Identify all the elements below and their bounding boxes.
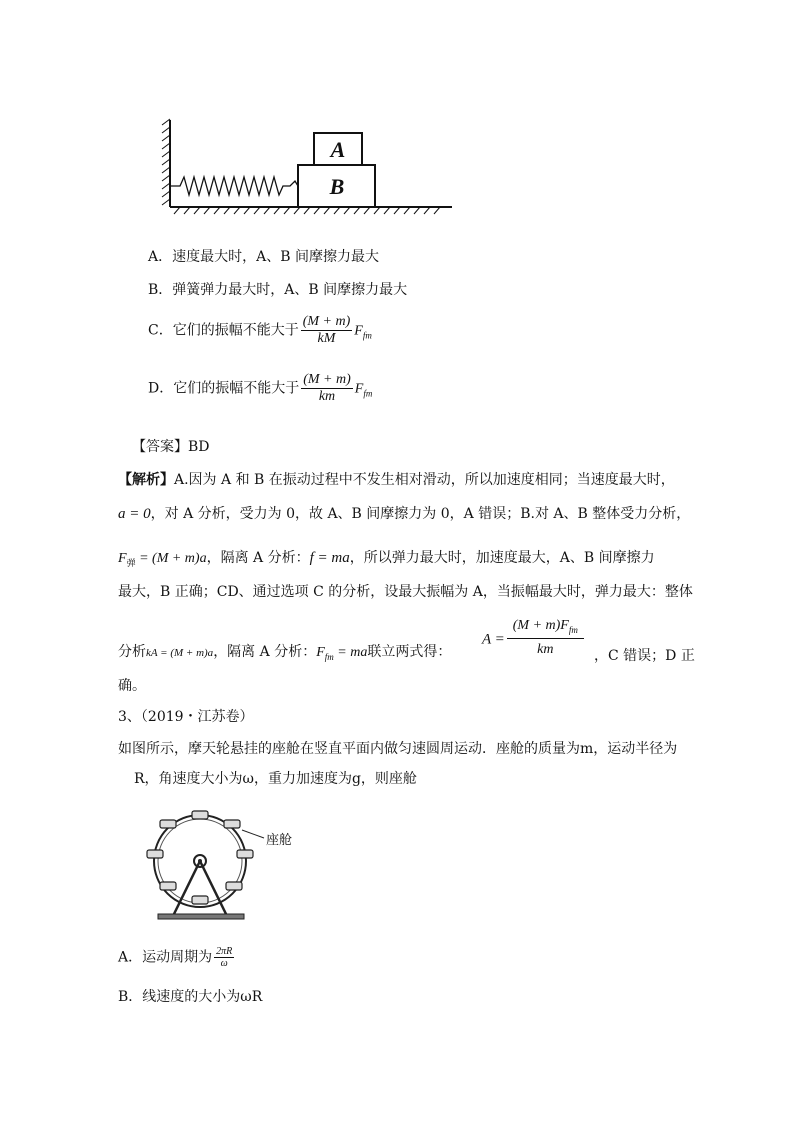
explanation-line-5: 分析kA = (M + m)a，隔离 A 分析：$F_{fm}$ = ma联立两式得：: [118, 644, 452, 662]
period-fraction: $\frac{2\pi R}{\omega}$: [216, 946, 233, 969]
block-b-label: B: [329, 174, 345, 199]
block-a-label: A: [330, 137, 346, 162]
base: [158, 914, 244, 919]
option-c-fraction: [301, 314, 353, 347]
answer-line: 【答案】BD: [132, 439, 210, 455]
q3-header: 3、（2019・江苏卷）: [118, 709, 254, 725]
explanation-line-6: 确。: [118, 678, 146, 694]
frac-denominator: km: [318, 389, 336, 404]
option-d-text: D．它们的振幅不能大于: [148, 380, 300, 397]
spring-block-figure: [150, 115, 460, 215]
frac-numerator: (M + m): [303, 372, 351, 387]
explanation-line-1: 【解析】A.因为 A 和 B 在振动过程中不发生相对滑动，所以加速度相同；当速度最大时，: [118, 472, 675, 488]
frac-numerator: (M + m): [302, 314, 351, 329]
explanation-label: 【解析】: [118, 472, 174, 488]
option-d: [148, 372, 372, 405]
option-d-fraction: [301, 372, 353, 405]
amplitude-formula: A = $\frac{(M + m)F_{fm}}{km}$: [482, 618, 586, 661]
floor-hatching: [174, 207, 440, 214]
q3-option-a: A．运动周期为 $\frac{2\pi R}{\omega}$: [118, 946, 233, 969]
explanation-line-5-end: ，C 错误；D 正: [594, 648, 695, 664]
option-c: [148, 314, 372, 347]
frac-denominator: kM: [317, 331, 336, 346]
wall-hatching: [162, 119, 170, 205]
cabin-label: 座舱: [266, 833, 293, 848]
explanation-line-3: $F_弹 = (M + m)a$，隔离 A 分析：f = ma，所以弹力最大时，加速度最大，A、B 间摩擦力: [118, 550, 655, 568]
ferris-wheel-figure: [140, 808, 310, 928]
cabin-pointer: [242, 830, 264, 838]
spring: [170, 177, 298, 195]
force-subscript: fm: [362, 330, 372, 341]
q3-stem-line-2: R，角速度大小为ω，重力加速度为g，则座舱: [134, 771, 417, 787]
force-symbol: F: [354, 323, 363, 339]
option-c-text: C．它们的振幅不能大于: [148, 322, 299, 339]
option-b: B．弹簧弹力最大时，A、B 间摩擦力最大: [148, 282, 408, 298]
force-symbol: F: [354, 381, 364, 397]
explanation-line-4: 最大，B 正确；CD、通过选项 C 的分析，设最大振幅为 A，当振幅最大时，弹力最大：整体: [118, 584, 693, 600]
q3-stem-line-1: 如图所示，摩天轮悬挂的座舱在竖直平面内做匀速圆周运动．座舱的质量为m，运动半径为: [118, 741, 678, 757]
option-a: A．速度最大时，A、B 间摩擦力最大: [148, 249, 379, 265]
force-subscript: fm: [363, 388, 373, 399]
q3-option-b: B．线速度的大小为ωR: [118, 989, 263, 1005]
explanation-line-2: a = 0，对 A 分析，受力为 0，故 A、B 间摩擦力为 0，A 错误；B.对 A、B 整体受力分析，: [118, 506, 691, 522]
